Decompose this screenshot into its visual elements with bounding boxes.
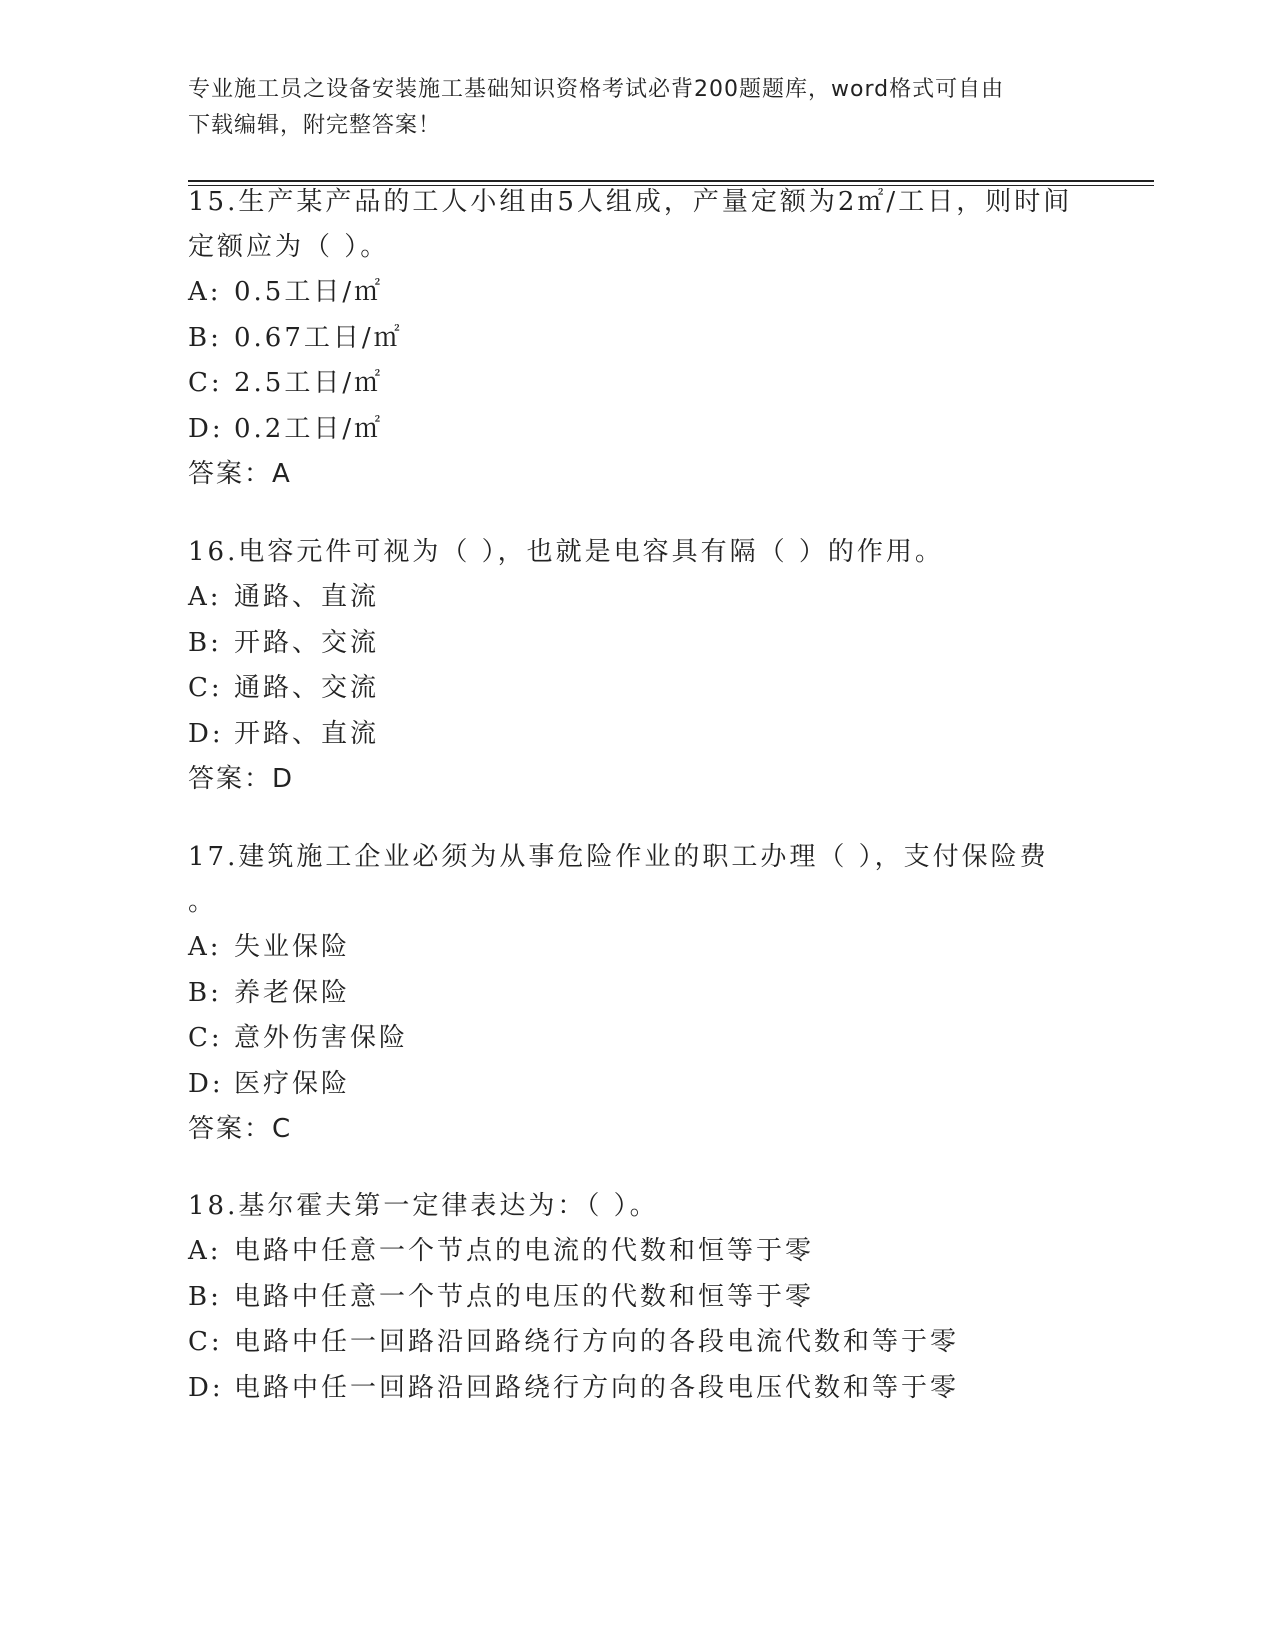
option-text: 电路中任意一个节点的电流的代数和恒等于零	[234, 1236, 815, 1266]
option-text: 0.67工日/㎡	[234, 322, 403, 353]
option-d	[188, 1366, 1088, 1412]
option-letter: A:	[188, 582, 222, 612]
option-d	[188, 1062, 1088, 1108]
option-b	[188, 316, 1088, 362]
option-c	[188, 1016, 1088, 1062]
option-text: 医疗保险	[234, 1068, 351, 1099]
option-a	[188, 270, 1088, 316]
option-a	[188, 925, 1088, 971]
question-text-line: 定额应为（ ）。	[188, 232, 390, 262]
question-17	[188, 835, 1088, 1152]
option-letter: C:	[188, 1327, 223, 1357]
question-text-line: 17.建筑施工企业必须为从事危险作业的职工办理（ ），支付保险费	[188, 842, 1049, 872]
option-a	[188, 1229, 1088, 1275]
option-c	[188, 1320, 1088, 1366]
option-letter: A:	[188, 1236, 222, 1266]
option-letter: B:	[188, 977, 222, 1008]
option-text: 电路中任一回路沿回路绕行方向的各段电流代数和等于零	[234, 1327, 960, 1357]
header-line-2: 下载编辑，附完整答案！	[188, 113, 442, 138]
option-letter: C:	[188, 1023, 223, 1053]
option-letter: B:	[188, 627, 222, 658]
option-letter: D:	[188, 1372, 224, 1403]
option-letter: C:	[188, 368, 223, 398]
option-letter: B:	[188, 322, 222, 353]
question-15	[188, 180, 1088, 497]
question-text-line: 16.电容元件可视为（ ），也就是电容具有隔（ ）的作用。	[188, 537, 944, 567]
answer: 答案：C	[188, 1114, 293, 1144]
option-d	[188, 407, 1088, 453]
option-letter: D:	[188, 413, 224, 444]
option-c	[188, 666, 1088, 712]
option-d	[188, 712, 1088, 758]
option-b	[188, 1275, 1088, 1321]
option-c	[188, 361, 1088, 407]
question-text-line: 18.基尔霍夫第一定律表达为：（ ）。	[188, 1191, 659, 1221]
answer: 答案：A	[188, 459, 292, 489]
option-letter: B:	[188, 1281, 222, 1312]
option-letter: D:	[188, 1068, 224, 1099]
option-text: 养老保险	[234, 977, 351, 1008]
option-text: 失业保险	[234, 932, 351, 962]
question-text-line: 。	[188, 887, 218, 917]
option-letter: A:	[188, 277, 222, 307]
option-text: 开路、直流	[234, 718, 380, 749]
option-text: 意外伤害保险	[234, 1023, 409, 1053]
option-text: 0.5工日/㎡	[234, 277, 384, 307]
option-letter: D:	[188, 718, 224, 749]
question-16	[188, 530, 1088, 802]
option-a	[188, 575, 1088, 621]
option-text: 通路、交流	[234, 673, 380, 703]
option-text: 0.2工日/㎡	[234, 413, 384, 444]
option-text: 2.5工日/㎡	[234, 368, 384, 398]
answer: 答案：D	[188, 764, 295, 794]
question-18	[188, 1184, 1088, 1411]
question-text-line: 15.生产某产品的工人小组由5人组成，产量定额为2㎡/工日，则时间	[188, 187, 1073, 217]
option-text: 开路、交流	[234, 627, 380, 658]
document-header	[188, 72, 1088, 144]
option-text: 电路中任一回路沿回路绕行方向的各段电压代数和等于零	[234, 1372, 960, 1403]
option-letter: C:	[188, 673, 223, 703]
option-text: 通路、直流	[234, 582, 380, 612]
header-line-1: 专业施工员之设备安装施工基础知识资格考试必背200题题库，word格式可自由	[188, 77, 1005, 102]
option-letter: A:	[188, 932, 222, 962]
option-b	[188, 971, 1088, 1017]
option-b	[188, 621, 1088, 667]
option-text: 电路中任意一个节点的电压的代数和恒等于零	[234, 1281, 815, 1312]
